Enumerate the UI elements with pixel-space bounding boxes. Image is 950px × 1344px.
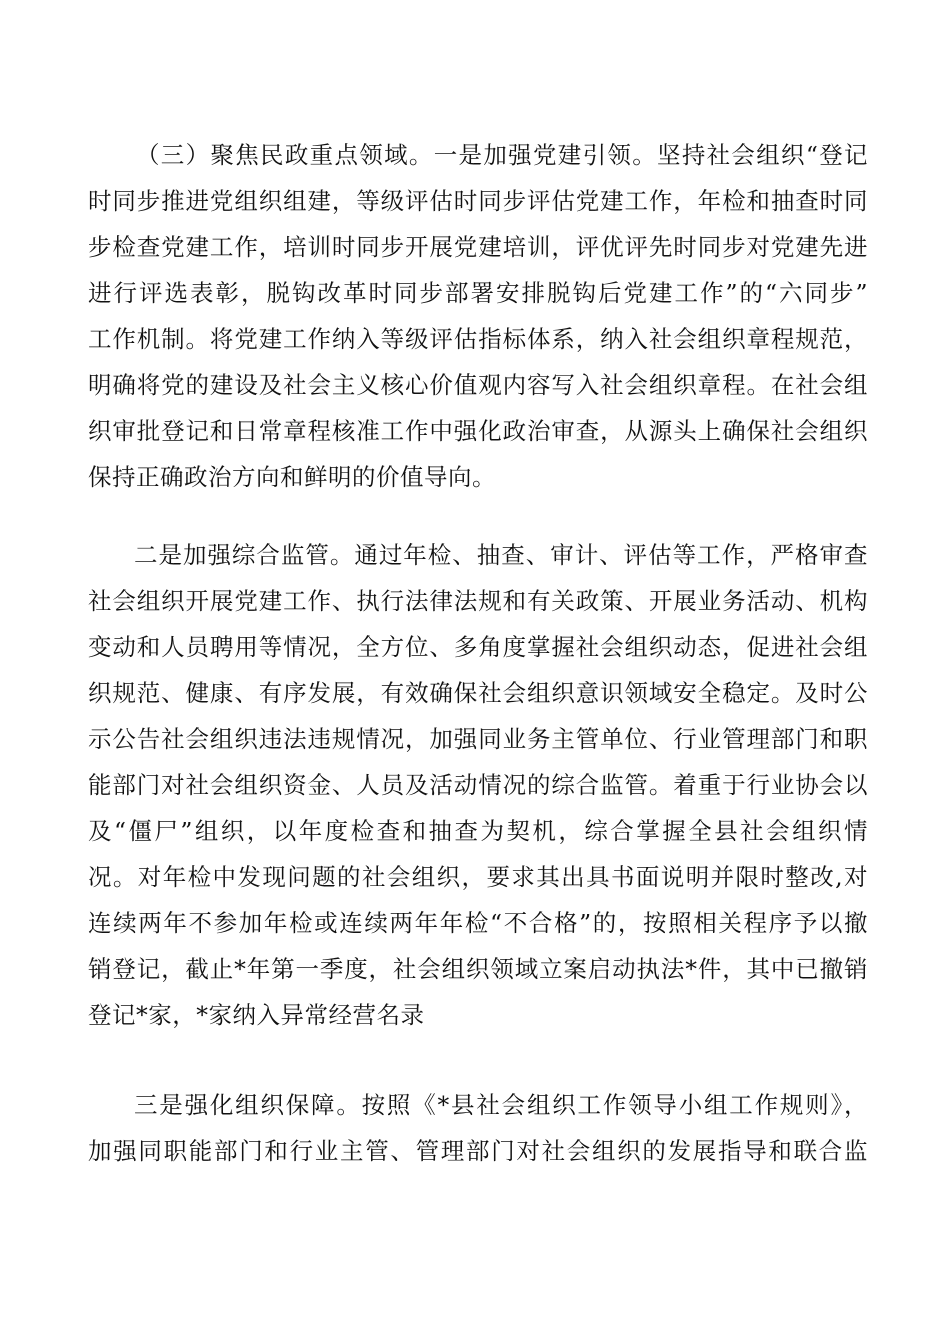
text-line: 社会组织开展党建工作、执行法律法规和有关政策、开展业务活动、机构	[88, 587, 868, 615]
text-line: 三是强化组织保障。按照《*县社会组织工作领导小组工作规则》，	[134, 1091, 868, 1119]
text-line: 销登记，截止*年第一季度，社会组织领域立案启动执法*件，其中已撤销	[88, 955, 868, 983]
text-line: 变动和人员聘用等情况，全方位、多角度掌握社会组织动态，促进社会组	[88, 633, 868, 661]
text-line: 织规范、健康、有序发展，有效确保社会组织意识领域安全稳定。及时公	[88, 679, 868, 707]
text-line: 二是加强综合监管。通过年检、抽查、审计、评估等工作，严格审查	[134, 541, 868, 569]
text-line: 工作机制。将党建工作纳入等级评估指标体系，纳入社会组织章程规范，	[88, 325, 868, 353]
text-line: 况。对年检中发现问题的社会组织，要求其出具书面说明并限时整改,对	[88, 863, 868, 891]
text-line: 保持正确政治方向和鲜明的价值导向。	[88, 463, 496, 491]
paragraph-party-building	[88, 132, 868, 500]
text-line: 时同步推进党组织组建，等级评估时同步评估党建工作，年检和抽查时同	[88, 187, 868, 215]
text-line: 明确将党的建设及社会主义核心价值观内容写入社会组织章程。在社会组	[88, 371, 868, 399]
text-line: 加强同职能部门和行业主管、管理部门对社会组织的发展指导和联合监	[88, 1137, 868, 1165]
text-line: （三）聚焦民政重点领域。一是加强党建引领。坚持社会组织“登记	[136, 141, 868, 169]
paragraph-supervision	[88, 532, 868, 1038]
text-line: 及“僵尸”组织，以年度检查和抽查为契机，综合掌握全县社会组织情	[88, 817, 868, 845]
text-line: 步检查党建工作，培训时同步开展党建培训，评优评先时同步对党建先进	[88, 233, 868, 261]
text-line: 示公告社会组织违法违规情况，加强同业务主管单位、行业管理部门和职	[88, 725, 868, 753]
text-line: 登记*家，*家纳入异常经营名录	[88, 1001, 425, 1029]
text-line: 织审批登记和日常章程核准工作中强化政治审查，从源头上确保社会组织	[88, 417, 868, 445]
text-line: 进行评选表彰，脱钩改革时同步部署安排脱钩后党建工作”的“六同步”	[88, 279, 868, 307]
text-line: 连续两年不参加年检或连续两年年检“不合格”的，按照相关程序予以撤	[88, 909, 868, 937]
text-line: 能部门对社会组织资金、人员及活动情况的综合监管。着重于行业协会以	[88, 771, 868, 799]
paragraph-organizational-guarantee	[88, 1082, 868, 1174]
